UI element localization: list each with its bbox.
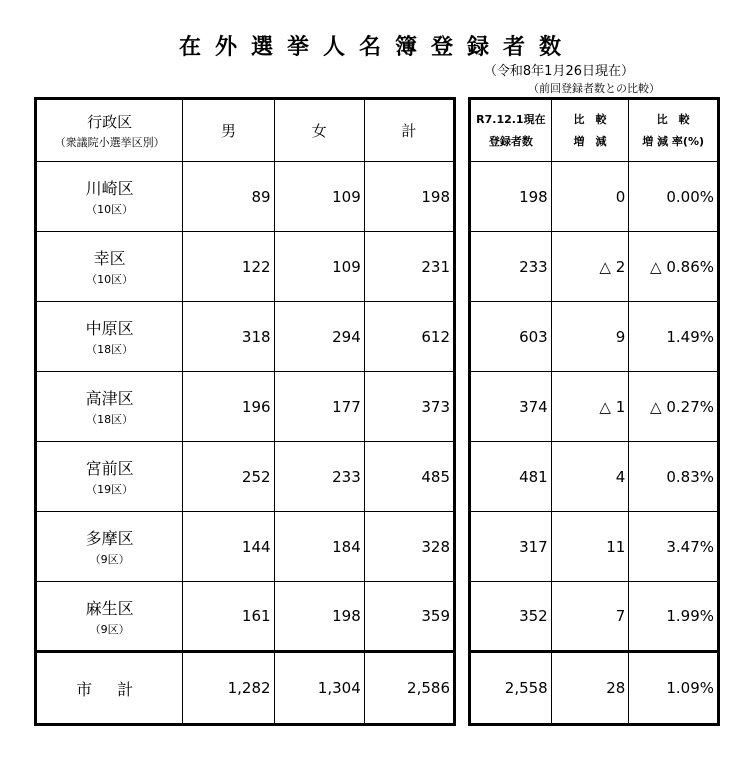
table-row: [36, 582, 455, 652]
district-constituency: （10区）: [86, 273, 134, 286]
district-name: 麻生区: [85, 598, 134, 618]
district-name: 中原区: [85, 319, 134, 338]
city-total-row: [36, 652, 455, 725]
diff-value: 0: [551, 162, 629, 232]
table-row: [36, 372, 455, 442]
female-header: 女: [274, 99, 364, 162]
city-total-rate: 1.09%: [629, 652, 719, 725]
diff-value: 7: [551, 582, 629, 652]
table-row: [470, 302, 719, 372]
table-row: [470, 512, 719, 582]
district-constituency: （18区）: [86, 343, 134, 356]
total-header: 計: [364, 99, 454, 162]
female-count: 184: [274, 512, 364, 582]
city-total-female: 1,304: [274, 652, 364, 725]
table-row: [470, 442, 719, 512]
table-row: [36, 232, 455, 302]
header-row: [36, 99, 455, 162]
table-row: [36, 302, 455, 372]
district-constituency: （18区）: [86, 413, 134, 426]
city-total-total: 2,586: [364, 652, 454, 725]
table-row: [470, 162, 719, 232]
district-constituency: （10区）: [86, 203, 134, 216]
diff-value: 11: [551, 512, 629, 582]
district-name: 宮前区: [85, 459, 134, 478]
district-constituency: （9区）: [89, 622, 130, 636]
rate-value: 3.47%: [629, 512, 719, 582]
district-name: 高津区: [85, 389, 134, 408]
as-of-date: （令和8年1月26日現在）: [483, 64, 634, 79]
total-count: 198: [364, 162, 454, 232]
comparison-note: （前回登録者数との比較）: [528, 82, 660, 95]
registrants-table: [34, 97, 456, 726]
diff-value: △ 2: [551, 232, 629, 302]
district-header: [36, 99, 183, 162]
district-header-label: 行政区: [87, 113, 133, 131]
rate-header-line1: 比 較: [656, 112, 690, 126]
rate-value: 0.83%: [629, 442, 719, 512]
prev-count: 233: [470, 232, 552, 302]
male-count: 122: [183, 232, 274, 302]
total-count: 359: [364, 582, 454, 652]
diff-value: 4: [551, 442, 629, 512]
table-row: [36, 442, 455, 512]
rate-value: 0.00%: [629, 162, 719, 232]
district-cell: [36, 442, 183, 512]
male-count: 252: [183, 442, 274, 512]
female-count: 109: [274, 162, 364, 232]
table-row: [36, 162, 455, 232]
comparison-table: [468, 97, 720, 726]
diff-value: 9: [551, 302, 629, 372]
prev-count: 317: [470, 512, 552, 582]
district-name: 川崎区: [85, 179, 134, 198]
district-cell: [36, 372, 183, 442]
diff-header-line2: 増 減: [573, 134, 607, 148]
prev-count-header-line2: 登録者数: [488, 134, 533, 148]
district-cell: [36, 162, 183, 232]
male-count: 144: [183, 512, 274, 582]
prev-count: 603: [470, 302, 552, 372]
prev-count-header-line1: R7.12.1現在: [476, 112, 546, 126]
city-total-prev: 2,558: [470, 652, 552, 725]
city-total-male: 1,282: [183, 652, 274, 725]
city-total-comparison-row: [470, 652, 719, 725]
total-count: 231: [364, 232, 454, 302]
female-count: 294: [274, 302, 364, 372]
female-count: 198: [274, 582, 364, 652]
rate-header-line2: 増 減 率(%): [642, 134, 705, 148]
comparison-header-row: [470, 99, 719, 162]
male-count: 161: [183, 582, 274, 652]
male-count: 318: [183, 302, 274, 372]
total-count: 612: [364, 302, 454, 372]
prev-count: 198: [470, 162, 552, 232]
district-name: 幸区: [93, 249, 126, 268]
rate-value: 1.99%: [629, 582, 719, 652]
rate-value: 1.49%: [629, 302, 719, 372]
table-row: [470, 582, 719, 652]
male-count: 89: [183, 162, 274, 232]
female-count: 177: [274, 372, 364, 442]
district-cell: [36, 582, 183, 652]
total-count: 328: [364, 512, 454, 582]
table-row: [36, 512, 455, 582]
diff-header-line1: 比 較: [573, 112, 607, 126]
total-count: 373: [364, 372, 454, 442]
district-constituency: （19区）: [86, 483, 134, 496]
district-cell: [36, 302, 183, 372]
male-count: 196: [183, 372, 274, 442]
prev-count: 481: [470, 442, 552, 512]
district-header-sub: （衆議院小選挙区別）: [54, 136, 165, 149]
prev-count: 374: [470, 372, 552, 442]
female-count: 233: [274, 442, 364, 512]
city-total-label: 市 計: [36, 652, 183, 725]
female-count: 109: [274, 232, 364, 302]
rate-value: △ 0.27%: [629, 372, 719, 442]
male-header: 男: [183, 99, 274, 162]
table-row: [470, 372, 719, 442]
page-title: 在外選挙人名簿登録者数: [178, 35, 575, 60]
city-total-diff: 28: [551, 652, 629, 725]
district-name: 多摩区: [85, 529, 134, 548]
total-count: 485: [364, 442, 454, 512]
rate-header: [629, 99, 719, 162]
district-cell: [36, 232, 183, 302]
rate-value: △ 0.86%: [629, 232, 719, 302]
district-cell: [36, 512, 183, 582]
district-constituency: （9区）: [89, 553, 130, 566]
diff-header: [551, 99, 629, 162]
prev-count-header: [470, 99, 552, 162]
prev-count: 352: [470, 582, 552, 652]
table-row: [470, 232, 719, 302]
diff-value: △ 1: [551, 372, 629, 442]
